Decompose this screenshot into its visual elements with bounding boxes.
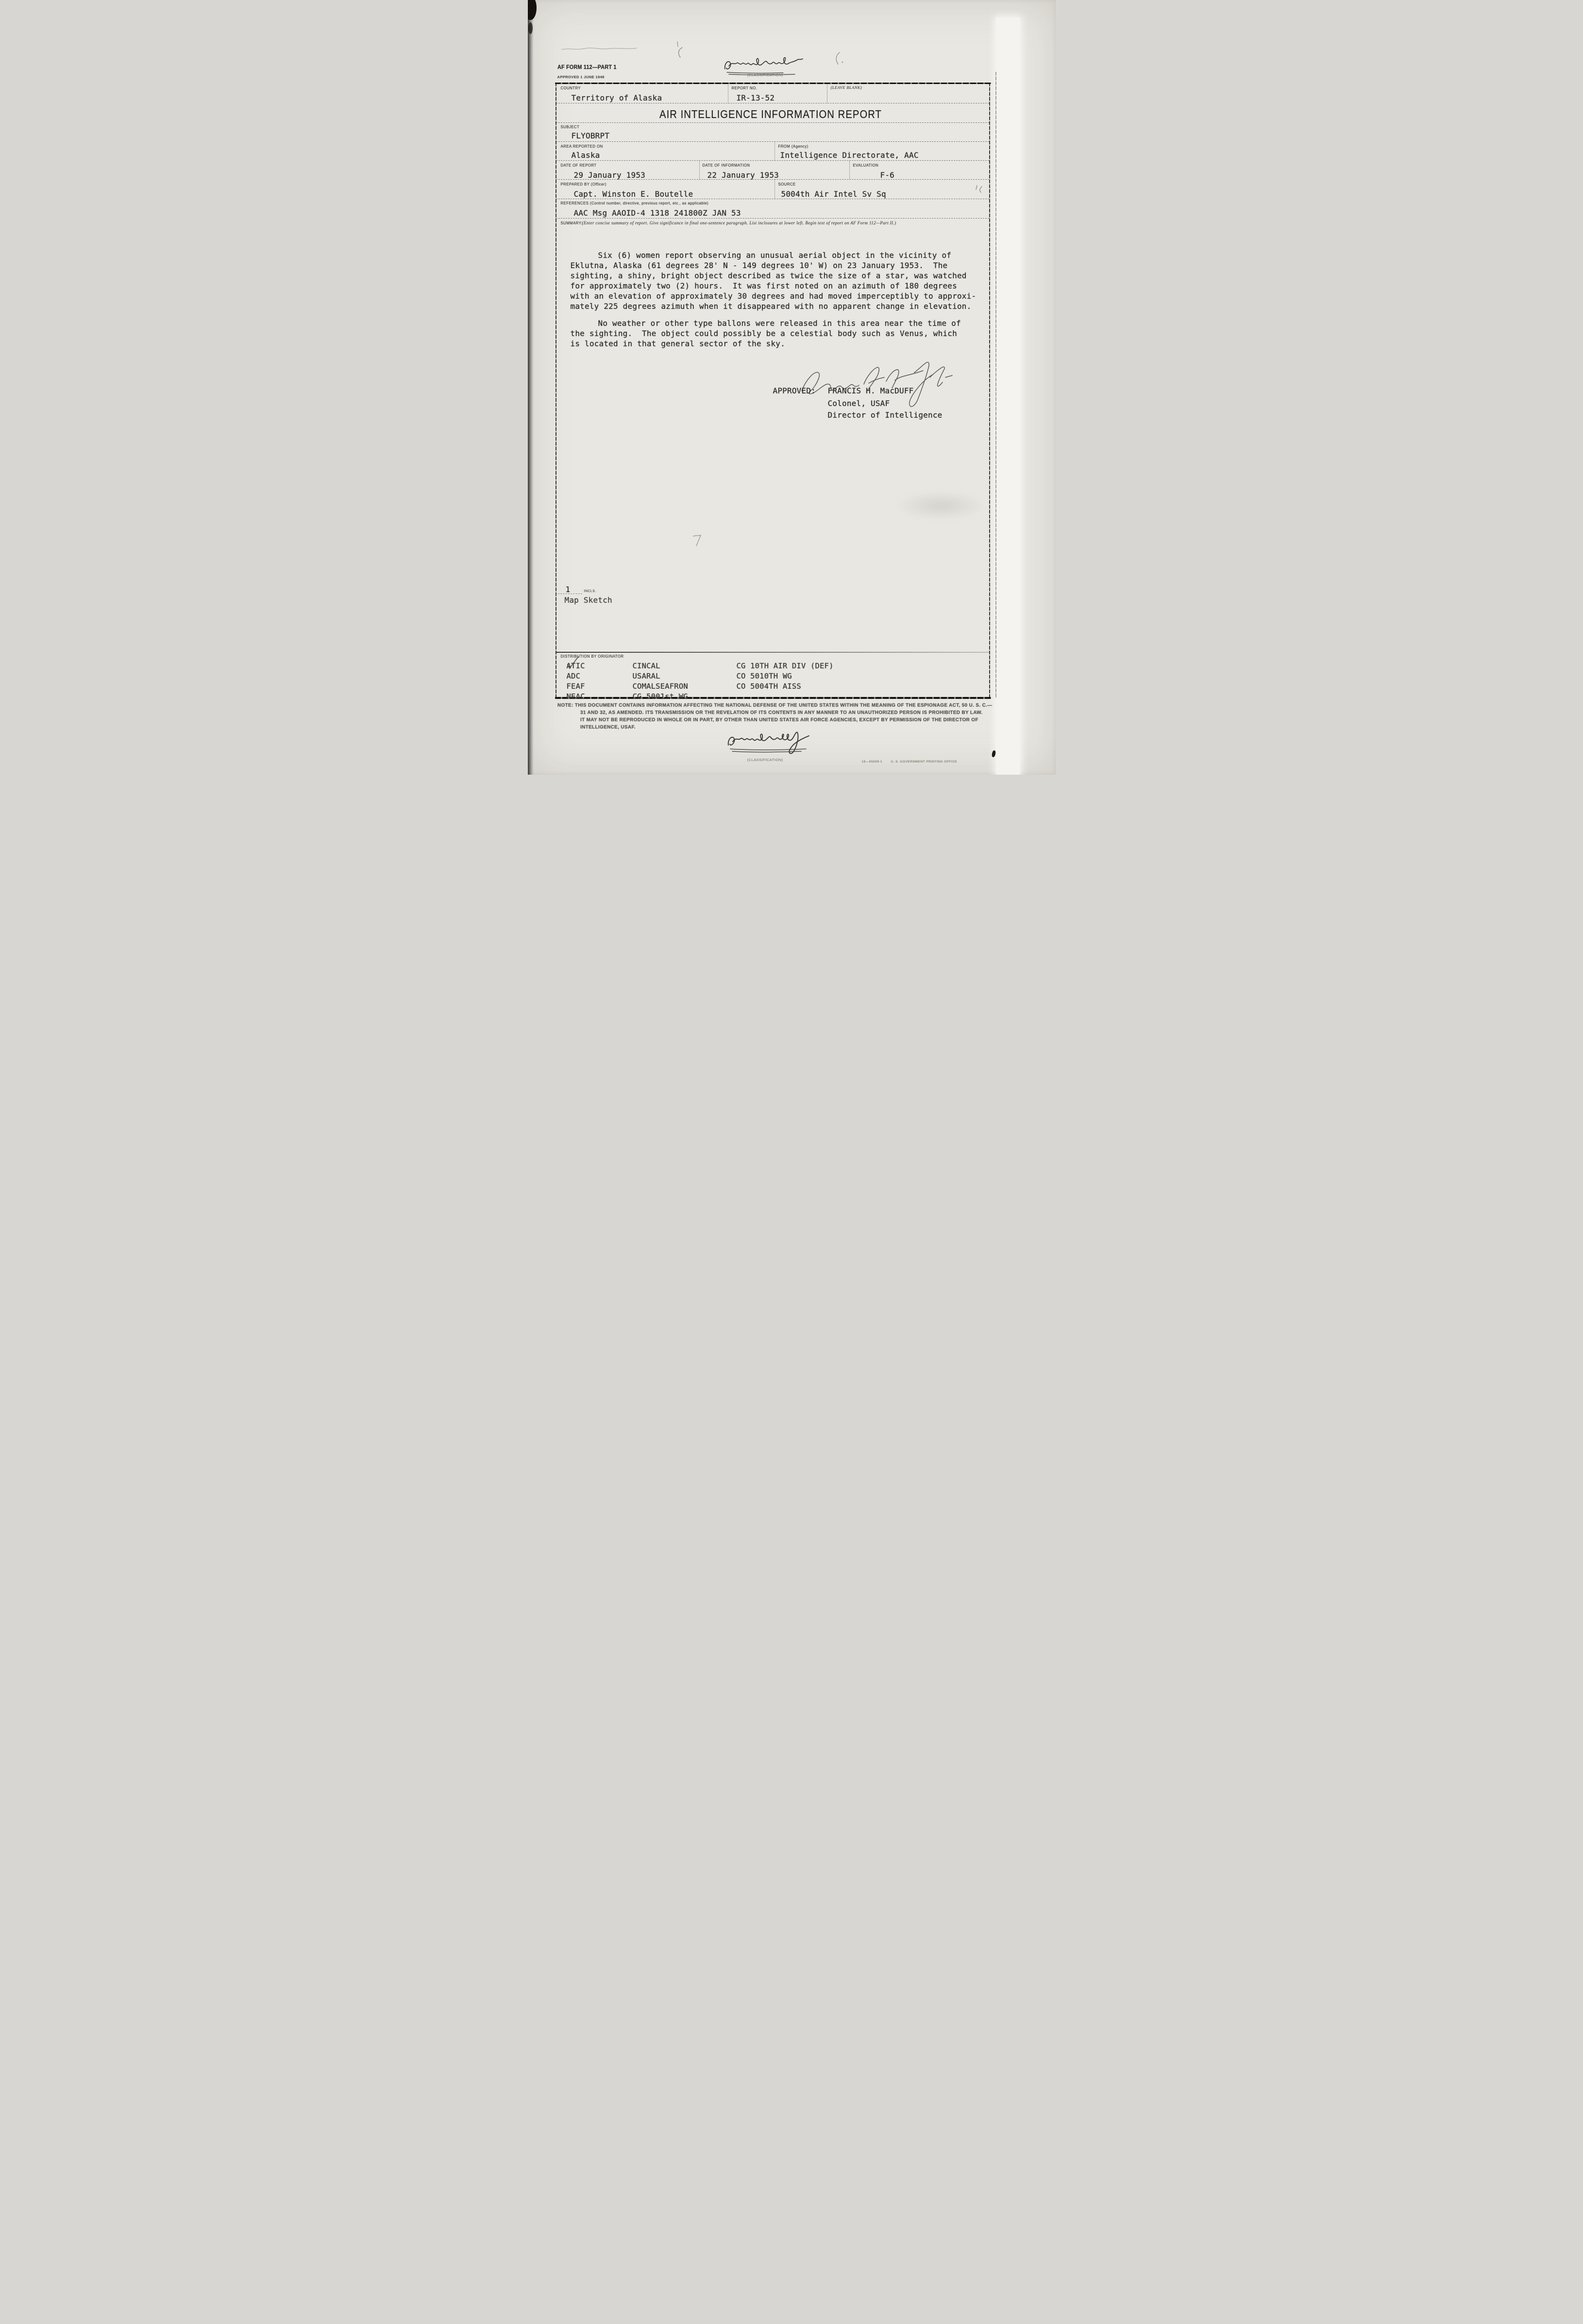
distribution-entry: ATIC (566, 662, 585, 670)
divider (556, 179, 989, 180)
divider (556, 160, 989, 161)
inclosures-label: INCLS. (584, 590, 596, 593)
evaluation-label: EVALUATION (853, 163, 879, 168)
area-reported-value: Alaska (571, 151, 600, 160)
date-of-report-label: DATE OF REPORT (560, 163, 597, 168)
divider (556, 122, 989, 123)
date-divider-2 (849, 160, 850, 179)
country-value: Territory of Alaska (571, 93, 662, 102)
pencil-paren-mark (674, 41, 685, 62)
body-line: mately 225 degrees azimuth when it disappeared with no apparent change in elevation. (570, 302, 972, 311)
distribution-entry: NEAC (566, 692, 585, 701)
distribution-entry: USARAL (632, 672, 660, 680)
approver-rank: Colonel, USAF (827, 399, 890, 408)
body-line: for approximately two (2) hours. It was first noted on an azimuth of 180 degrees (570, 281, 957, 290)
form-bottom-rule (555, 697, 991, 699)
distribution-entry: ADC (566, 672, 581, 680)
page-right-crease (995, 72, 996, 698)
body-line: with an elevation of approximately 30 degrees and had moved imperceptibly to approxi- (570, 291, 977, 301)
body-line: is located in that general sector of the sky. (570, 339, 785, 348)
ghost-stamp-smudge (896, 492, 986, 520)
security-note-line: 31 AND 32, AS AMENDED. ITS TRANSMISSION OR THE REVELATION OF ITS CONTENTS IN ANY MANNER TO AN UNAUTHORIZED PERSON IS PROHIBITED BY LAW. (580, 710, 983, 715)
classification-caption-bottom: (CLASSIFICATION) (747, 758, 783, 762)
body-line: Six (6) women report observing an unusual aerial object in the vicinity of (598, 251, 952, 260)
page-edge-highlight (996, 17, 1020, 775)
divider (556, 141, 989, 142)
distribution-entry: CO 5010TH WG (736, 672, 792, 680)
security-note-line: NOTE: THIS DOCUMENT CONTAINS INFORMATION AFFECTING THE NATIONAL DEFENSE OF THE UNITED STATES WITHIN THE MEANING OF THE ESPIONAGE ACT, 50 U. S. C.— (557, 703, 993, 708)
report-no-value: IR-13-52 (736, 93, 775, 102)
evaluation-value: F-6 (880, 170, 894, 180)
body-line: the sighting. The object could possibly be a celestial body such as Venus, which (570, 329, 957, 338)
date-divider-1 (699, 160, 700, 179)
form-id: AF FORM 112—PART 1 (557, 65, 617, 70)
body-line: No weather or other type ballons were released in this area near the time of (598, 319, 961, 328)
pencil-tick-mark (975, 185, 986, 194)
scanned-document-page (528, 0, 1056, 775)
distribution-top-rule (556, 652, 989, 653)
date-of-information-value: 22 January 1953 (707, 170, 779, 180)
subject-value: FLYOBRPT (571, 131, 610, 140)
scan-bottom-right-mark (991, 750, 996, 757)
body-line: Eklutna, Alaska (61 degrees 28' N - 149 degrees 10' W) on 23 January 1953. The (570, 261, 948, 270)
classification-caption-top: (CLASSIFICATION) (747, 73, 783, 77)
pencil-seven-mark (692, 534, 703, 548)
security-note-line: INTELLIGENCE, USAF. (580, 725, 636, 730)
area-reported-label: AREA REPORTED ON (560, 144, 603, 149)
form-right-border (989, 83, 990, 698)
source-label: SOURCE (778, 182, 796, 187)
inclosure-count: 1 (565, 585, 571, 594)
distribution-entry: CINCAL (632, 662, 660, 670)
handwritten-classification-bottom (724, 728, 819, 760)
prepared-by-label: PREPARED BY (Officer) (560, 182, 606, 187)
distribution-label: DISTRIBUTION BY ORIGINATOR (560, 654, 624, 659)
from-agency-value: Intelligence Directorate, AAC (780, 151, 919, 160)
source-value: 5004th Air Intel Sv Sq (781, 189, 886, 199)
scan-corner-blob-2 (528, 22, 533, 34)
summary-label: SUMMARY: (560, 221, 583, 225)
country-label: COUNTRY (560, 86, 581, 90)
approved-label: APPROVED: (773, 386, 816, 395)
summary-instructions: (Enter concise summary of report. Give significance in final one-sentence paragraph. List inclosures at lower left. Begin text of report on AF Form 112—Part II.) (582, 221, 896, 225)
report-title: AIR INTELLIGENCE INFORMATION REPORT (659, 108, 882, 120)
distribution-entry: FEAF (566, 682, 585, 691)
date-of-information-label: DATE OF INFORMATION (702, 163, 750, 168)
references-value: AAC Msg AAOID-4 1318 241800Z JAN 53 (573, 208, 741, 218)
leave-blank-label: (LEAVE BLANK) (830, 85, 862, 90)
distribution-entry: CO 5004TH AISS (736, 682, 801, 691)
pencil-paren-mark-2 (832, 51, 844, 67)
distribution-entry: COMALSEAFRON (632, 682, 688, 691)
form-top-rule (555, 83, 991, 84)
approver-position: Director of Intelligence (827, 410, 943, 420)
security-note-line: IT MAY NOT BE REPRODUCED IN WHOLE OR IN PART, BY OTHER THAN UNITED STATES AIR FORCE AGENCIES, EXCEPT BY PERMISSION OF THE DIRECTOR OF (580, 717, 978, 723)
date-of-report-value: 29 January 1953 (573, 170, 645, 180)
distribution-entry: CG 10TH AIR DIV (DEF) (736, 662, 834, 670)
report-no-label: REPORT NO. (731, 86, 758, 90)
approver-name: FRANCIS H. MacDUFF (827, 386, 914, 395)
distribution-entry: CG 5001st WG (632, 692, 688, 701)
form-approved-date: APPROVED 1 JUNE 1948 (557, 75, 605, 79)
pencil-scribble (561, 44, 639, 53)
divider (556, 218, 989, 219)
references-label: REFERENCES (Control number, directive, previous report, etc., as applicable) (560, 201, 709, 205)
print-code: 16—55509-1 (861, 760, 882, 763)
prepared-by-value: Capt. Winston E. Boutelle (573, 189, 693, 199)
body-line: sighting, a shiny, bright object described as twice the size of a star, was watched (570, 271, 967, 280)
subject-label: SUBJECT (560, 125, 580, 129)
scan-corner-blob (528, 0, 537, 20)
from-agency-label: FROM (Agency) (778, 144, 808, 149)
gpo-imprint: U. S. GOVERNMENT PRINTING OFFICE (891, 760, 957, 763)
scan-left-edge (528, 0, 534, 775)
inclosure-item: Map Sketch (564, 595, 612, 605)
